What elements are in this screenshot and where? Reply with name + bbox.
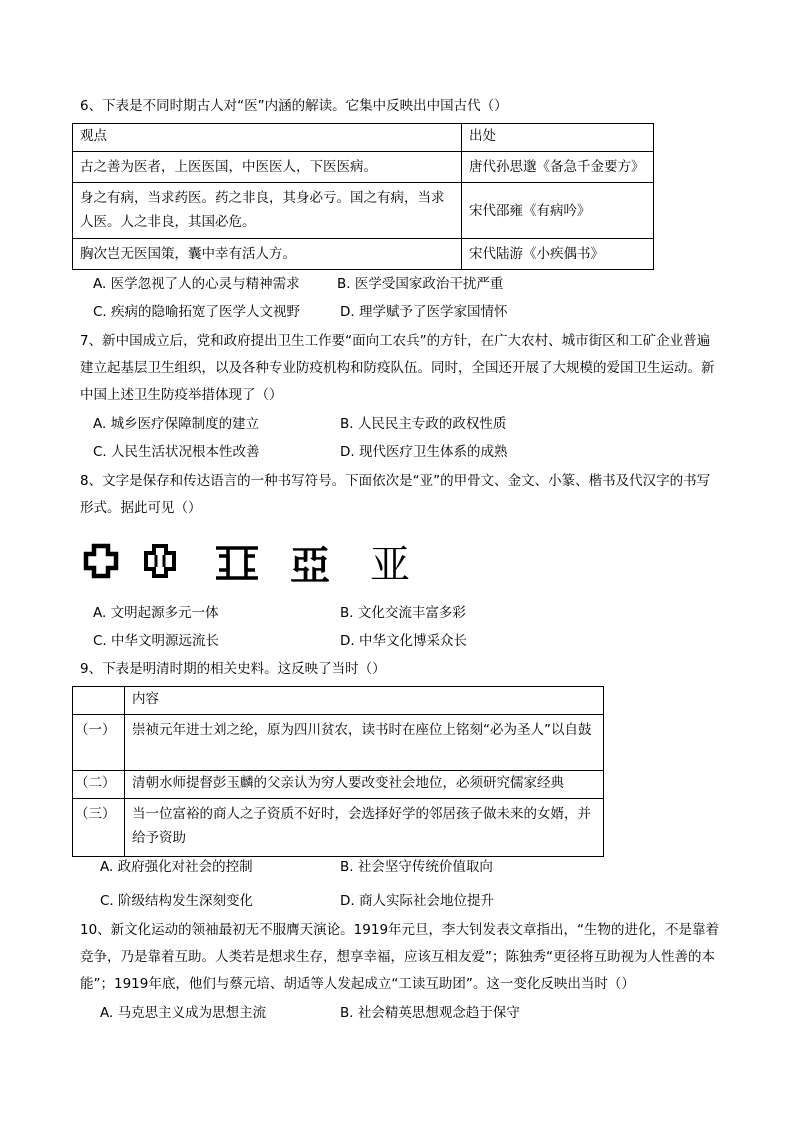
q6-view-cell: 古之善为医者，上医医国，中医医人，下医医病。 bbox=[73, 152, 462, 183]
q7-stem: 7、新中国成立后，党和政府提出卫生工作要“面向工农兵”的方针，在广大农村、城市街区和工矿企业普遍建立起基层卫生组织，以及各种专业防疫机构和防疫队伍。同时，全国还开展了大规模的爱国卫生运动。新中国上述卫生防疫举措体现了（） bbox=[80, 333, 715, 403]
q6-source-cell: 宋代陆游《小疾偶书》 bbox=[462, 239, 654, 270]
q8-option-d[interactable]: D. 中华文化博采众长 bbox=[340, 633, 467, 649]
q9-row-label: （一） bbox=[73, 715, 125, 771]
oracle-bone-glyph bbox=[86, 546, 116, 576]
ya-character-forms bbox=[82, 540, 422, 585]
modern-glyph: 亚 bbox=[370, 542, 410, 585]
q9-row-content: 当一位富裕的商人之子资质不好时，会选择好学的邻居孩子做未来的女婿，并给予资助 bbox=[125, 799, 604, 857]
table-row bbox=[73, 771, 604, 799]
q7-option-a[interactable]: A. 城乡医疗保障制度的建立 bbox=[93, 416, 260, 432]
small-seal-glyph bbox=[216, 548, 258, 578]
q6-view-cell: 胸次岂无医国策，囊中幸有活人方。 bbox=[73, 239, 462, 270]
q10-stem: 10、新文化运动的领袖最初无不服膺天演论。1919年元旦，李大钊发表文章指出，“生物的进化，不是靠着竞争，乃是靠着互助。人类若是想求生存，想享幸福，应该互相友爱”；陈独秀“更径将互助视为人性善的本能”；1919年底，他们与蔡元培、胡适等人发起成立“工读互助团”。这一变化反映出当时（） bbox=[80, 922, 720, 992]
kaishu-glyph: 亞 bbox=[290, 542, 330, 585]
q8-option-a[interactable]: A. 文明起源多元一体 bbox=[93, 605, 219, 621]
q6-option-a[interactable]: A. 医学忽视了人的心灵与精神需求 bbox=[93, 276, 300, 292]
q10-option-b[interactable]: B. 社会精英思想观念趋于保守 bbox=[340, 1005, 520, 1021]
table-row bbox=[73, 715, 604, 771]
table-row bbox=[73, 799, 604, 857]
q9-header-blank bbox=[73, 687, 125, 715]
q8-option-b[interactable]: B. 文化交流丰富多彩 bbox=[340, 605, 466, 621]
table-row bbox=[73, 687, 604, 715]
q9-stem: 9、下表是明清时期的相关史料。这反映了当时（） bbox=[80, 661, 386, 677]
table-row bbox=[73, 124, 654, 152]
q9-row-label: （三） bbox=[73, 799, 125, 857]
q9-option-c[interactable]: C. 阶级结构发生深刻变化 bbox=[100, 893, 254, 909]
q10-option-a[interactable]: A. 马克思主义成为思想主流 bbox=[100, 1005, 267, 1021]
q6-option-d[interactable]: D. 理学赋予了医学家国情怀 bbox=[340, 304, 508, 320]
q6-source-cell: 宋代邵雍《有病吟》 bbox=[462, 183, 654, 239]
q6-header-view: 观点 bbox=[73, 124, 462, 152]
ya-glyph-row bbox=[82, 540, 422, 585]
q8-stem: 8、文字是保存和传达语言的一种书写符号。下面依次是“亚”的甲骨文、金文、小篆、楷书及代汉字的书写形式。据此可见（） bbox=[80, 473, 711, 516]
q6-stem: 6、下表是不同时期古人对“医”内涵的解读。它集中反映出中国古代（） bbox=[80, 98, 508, 114]
q9-row-label: （二） bbox=[73, 771, 125, 799]
q9-header-content: 内容 bbox=[125, 687, 604, 715]
q6-source-cell: 唐代孙思邈《备急千金要方》 bbox=[462, 152, 654, 183]
q7-option-d[interactable]: D. 现代医疗卫生体系的成熟 bbox=[340, 444, 508, 460]
q9-option-a[interactable]: A. 政府强化对社会的控制 bbox=[100, 859, 253, 875]
q6-table bbox=[72, 123, 654, 270]
q7-option-b[interactable]: B. 人民民主专政的政权性质 bbox=[340, 416, 507, 432]
q6-option-c[interactable]: C. 疾病的隐喻拓宽了医学人文视野 bbox=[93, 304, 301, 320]
q9-table bbox=[72, 686, 604, 857]
q9-option-b[interactable]: B. 社会坚守传统价值取向 bbox=[340, 859, 493, 875]
q7-option-c[interactable]: C. 人民生活状况根本性改善 bbox=[93, 444, 260, 460]
bronze-glyph bbox=[146, 546, 174, 576]
table-row bbox=[73, 183, 654, 239]
table-row bbox=[73, 152, 654, 183]
q6-option-b[interactable]: B. 医学受国家政治干扰严重 bbox=[337, 276, 504, 292]
q8-option-c[interactable]: C. 中华文明源远流长 bbox=[93, 633, 220, 649]
q9-option-d[interactable]: D. 商人实际社会地位提升 bbox=[340, 893, 494, 909]
q9-row-content: 清朝水师提督彭玉麟的父亲认为穷人要改变社会地位，必须研究儒家经典 bbox=[125, 771, 604, 799]
q9-row-content: 崇祯元年进士刘之纶，原为四川贫农，读书时在座位上铭刻“必为圣人”以自鼓 bbox=[125, 715, 604, 771]
q6-view-cell: 身之有病，当求药医。药之非良，其身必亏。国之有病，当求人医。人之非良，其国必危。 bbox=[73, 183, 462, 239]
q6-header-source: 出处 bbox=[462, 124, 654, 152]
table-row bbox=[73, 239, 654, 270]
